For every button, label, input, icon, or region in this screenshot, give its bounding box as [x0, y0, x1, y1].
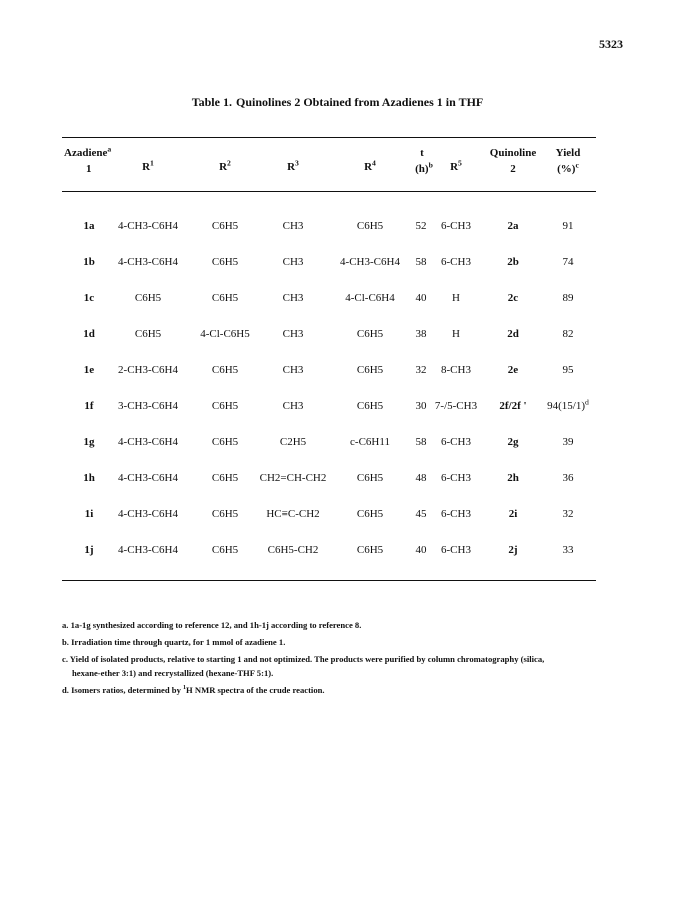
- yield-cell: 91: [562, 220, 574, 232]
- r3-cell: C2H5: [279, 436, 307, 448]
- r2-cell: C6H5: [211, 220, 239, 232]
- table-row: [0, 506, 675, 522]
- time-cell: 40: [415, 292, 427, 304]
- azadiene-cell: 1j: [84, 544, 94, 556]
- r3-cell: CH3: [282, 292, 304, 304]
- header-r4: $R^4$: [364, 158, 376, 173]
- r1-cell: 2-CH3-C6H4: [118, 364, 178, 376]
- r5-cell: 6-CH3: [441, 220, 471, 232]
- r4-cell: 4-Cl-C6H4: [345, 292, 395, 304]
- r5-cell: 6-CH3: [441, 508, 471, 520]
- table-row: [0, 290, 675, 306]
- r4-cell: C6H5: [356, 400, 384, 412]
- table-row: [0, 254, 675, 270]
- table-header-rule: [62, 191, 596, 192]
- table-caption: [0, 95, 675, 110]
- r3-cell: CH3: [282, 400, 304, 412]
- quinoline-cell: 2d: [507, 328, 519, 340]
- header-r2: $R^2$: [219, 158, 231, 173]
- footnote-d: d. Isomers ratios, determined by $^1$H NMR spectra of the crude reaction.: [62, 685, 325, 695]
- r5-cell: 6-CH3: [441, 256, 471, 268]
- quinoline-cell: 2c: [507, 292, 519, 304]
- r3-cell: HC≡C-CH2: [266, 508, 320, 520]
- yield-cell: 39: [562, 436, 574, 448]
- time-cell: 48: [415, 472, 427, 484]
- r4-cell: C6H5: [356, 472, 384, 484]
- azadiene-cell: 1a: [83, 220, 95, 232]
- table-row: [0, 218, 675, 234]
- table-row: [0, 434, 675, 450]
- table-row: [0, 542, 675, 558]
- r5-cell: 8-CH3: [441, 364, 471, 376]
- table-row: [0, 326, 675, 342]
- r2-cell: C6H5: [211, 364, 239, 376]
- r1-cell: 3-CH3-C6H4: [118, 400, 178, 412]
- r2-cell: C6H5: [211, 292, 239, 304]
- r1-cell: C6H5: [134, 292, 162, 304]
- r3-cell: CH3: [282, 328, 304, 340]
- r2-cell: 4-Cl-C6H5: [200, 328, 250, 340]
- footnotes: [62, 618, 622, 700]
- header-r5: $R^5$: [450, 158, 462, 173]
- table-top-rule: [62, 137, 596, 138]
- r2-cell: C6H5: [211, 544, 239, 556]
- r2-cell: C6H5: [211, 400, 239, 412]
- r3-cell: C6H5-CH2: [267, 544, 319, 556]
- table-row: [0, 398, 675, 414]
- header-time: t: [420, 147, 424, 159]
- azadiene-cell: 1c: [83, 292, 95, 304]
- r1-cell: 4-CH3-C6H4: [118, 472, 178, 484]
- header-yield-unit: (%)$^c$: [557, 160, 579, 175]
- footnote-c-line1: c. Yield of isolated products, relative to starting 1 and not optimized. The products were purified by column chromatography (silica,: [62, 654, 545, 664]
- header-r1: $R^1$: [142, 158, 154, 173]
- time-cell: 58: [415, 436, 427, 448]
- yield-cell: 82: [562, 328, 574, 340]
- header-azadiene-number: 1: [86, 163, 92, 175]
- azadiene-cell: 1f: [84, 400, 94, 412]
- r2-cell: C6H5: [211, 472, 239, 484]
- r4-cell: C6H5: [356, 364, 384, 376]
- footnote-b: b. Irradiation time through quartz, for 1 mmol of azadiene 1.: [62, 637, 286, 647]
- r5-cell: H: [452, 292, 460, 304]
- yield-cell: $94(15/1)^d$: [547, 397, 589, 412]
- azadiene-cell: 1g: [83, 436, 95, 448]
- header-quinoline: Quinoline: [489, 147, 537, 159]
- quinoline-cell: 2a: [507, 220, 519, 232]
- r2-cell: C6H5: [211, 256, 239, 268]
- yield-cell: 89: [562, 292, 574, 304]
- time-cell: 30: [415, 400, 427, 412]
- r5-cell: 7-/5-CH3: [434, 400, 478, 412]
- page-number: 5323: [599, 37, 623, 51]
- azadiene-cell: 1b: [83, 256, 95, 268]
- azadiene-cell: 1d: [83, 328, 95, 340]
- time-cell: 38: [415, 328, 427, 340]
- r4-cell: C6H5: [356, 544, 384, 556]
- header-yield: Yield: [555, 147, 581, 159]
- r5-cell: 6-CH3: [441, 436, 471, 448]
- r4-cell: C6H5: [356, 220, 384, 232]
- r1-cell: 4-CH3-C6H4: [118, 436, 178, 448]
- time-cell: 52: [415, 220, 427, 232]
- r5-cell: H: [452, 328, 460, 340]
- r4-cell: 4-CH3-C6H4: [340, 256, 400, 268]
- r1-cell: 4-CH3-C6H4: [118, 544, 178, 556]
- azadiene-cell: 1e: [83, 364, 95, 376]
- r2-cell: C6H5: [211, 436, 239, 448]
- r3-cell: CH3: [282, 364, 304, 376]
- r1-cell: C6H5: [134, 328, 162, 340]
- r3-cell: CH3: [282, 220, 304, 232]
- yield-cell: 74: [562, 256, 574, 268]
- quinoline-cell: 2i: [508, 508, 518, 520]
- time-cell: 58: [415, 256, 427, 268]
- r5-cell: 6-CH3: [441, 544, 471, 556]
- r1-cell: 4-CH3-C6H4: [118, 508, 178, 520]
- quinoline-cell: 2g: [507, 436, 519, 448]
- table-bottom-rule: [62, 580, 596, 581]
- quinoline-cell: 2j: [508, 544, 518, 556]
- table-label: Table 1.: [191, 95, 232, 109]
- r4-cell: c-C6H11: [350, 436, 390, 448]
- yield-cell: 32: [562, 508, 574, 520]
- quinoline-cell: 2h: [507, 472, 519, 484]
- r1-cell: 4-CH3-C6H4: [118, 220, 178, 232]
- r4-cell: C6H5: [356, 508, 384, 520]
- azadiene-cell: 1h: [83, 472, 95, 484]
- footnote-c: [62, 652, 622, 680]
- quinoline-cell: 2e: [507, 364, 519, 376]
- quinoline-cell: 2f/2f ': [499, 400, 527, 412]
- header-time-unit: $(h)^b$: [415, 160, 433, 175]
- yield-cell: 95: [562, 364, 574, 376]
- r2-cell: C6H5: [211, 508, 239, 520]
- header-azadiene: Azadiene$^a$: [64, 144, 112, 159]
- time-cell: 45: [415, 508, 427, 520]
- yield-cell: 36: [562, 472, 574, 484]
- time-cell: 40: [415, 544, 427, 556]
- r4-cell: C6H5: [356, 328, 384, 340]
- r5-cell: 6-CH3: [441, 472, 471, 484]
- table-row: [0, 470, 675, 486]
- header-r3: $R^3$: [287, 158, 299, 173]
- table-title: Quinolines 2 Obtained from Azadienes 1 in THF: [235, 95, 484, 109]
- azadiene-cell: 1i: [84, 508, 94, 520]
- r3-cell: CH3: [282, 256, 304, 268]
- quinoline-cell: 2b: [507, 256, 519, 268]
- footnote-a: a. 1a-1g synthesized according to reference 12, and 1h-1j according to reference 8.: [62, 620, 362, 630]
- r1-cell: 4-CH3-C6H4: [118, 256, 178, 268]
- yield-cell: 33: [562, 544, 574, 556]
- footnote-c-line2: hexane-ether 3:1) and recrystallized (hexane-THF 5:1).: [72, 668, 274, 678]
- time-cell: 32: [415, 364, 427, 376]
- table-row: [0, 362, 675, 378]
- r3-cell: CH2=CH-CH2: [259, 472, 327, 484]
- header-quinoline-number: 2: [510, 163, 516, 175]
